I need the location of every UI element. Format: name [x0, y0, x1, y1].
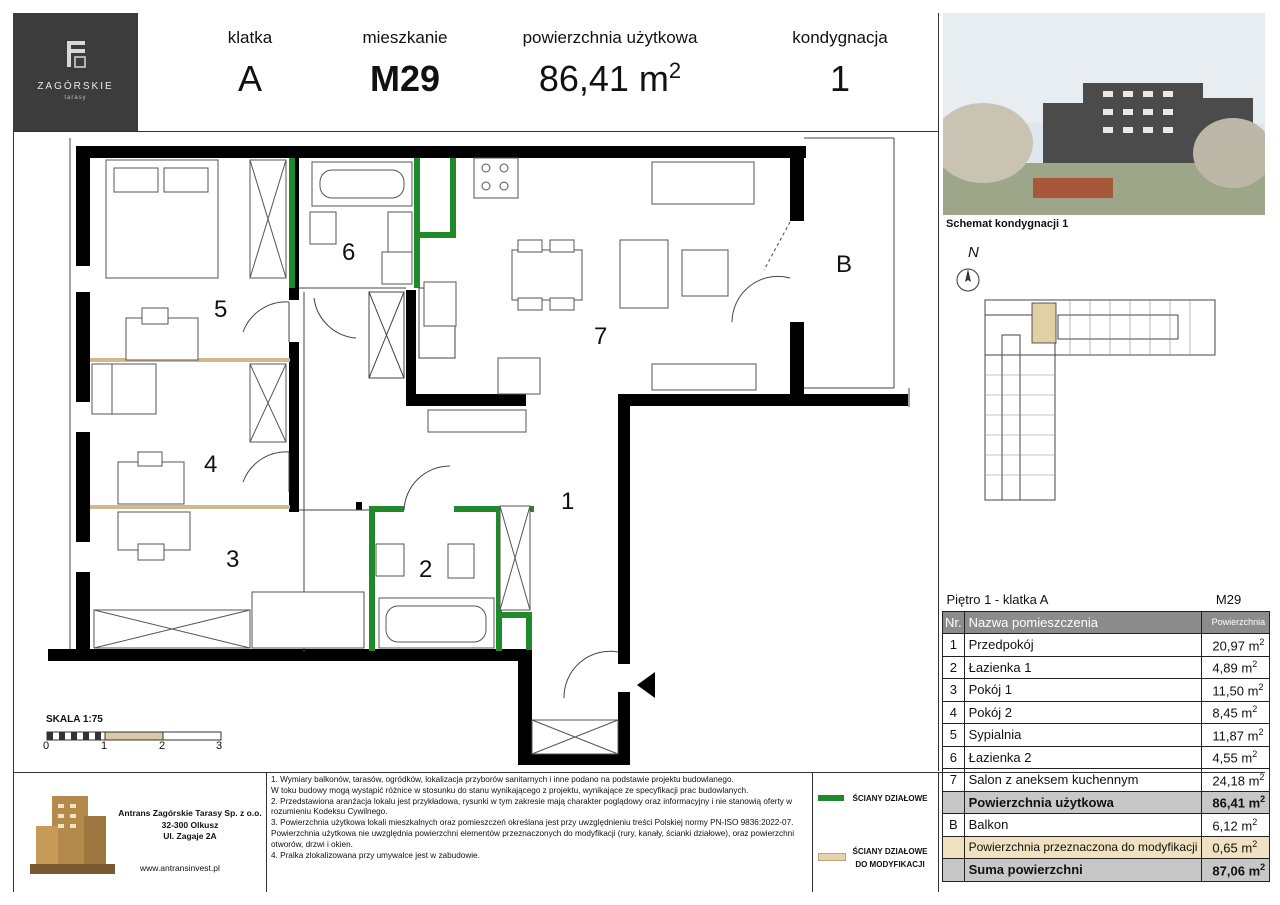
- table-row: [943, 679, 1270, 702]
- row-nr: 1: [943, 634, 965, 657]
- scale-title: SKALA 1:75: [46, 714, 103, 725]
- row-unit-sup: 2: [1252, 749, 1258, 760]
- stair-value: A: [237, 58, 262, 99]
- row-unit-sup: 2: [1259, 636, 1265, 647]
- row-unit: m: [1247, 727, 1259, 743]
- table-header-area: Powierzchnia: [1202, 611, 1270, 634]
- balcony-name: Balkon: [964, 814, 1202, 837]
- note-1b: W toku budowy mogą wystąpić różnice w stosunku do stanu wynikającego z projektu, wynikające ze specyfikacji prac budowlanych.: [271, 785, 749, 795]
- total-unit: m: [1248, 795, 1261, 811]
- scale-tick-1: 1: [101, 740, 108, 752]
- company-logo: [13, 13, 138, 131]
- north-label: N: [968, 244, 979, 261]
- table-row: [943, 701, 1270, 724]
- company-name: Antrans Zagórskie Tarasy Sp. z o.o.: [118, 808, 262, 818]
- row-unit: m: [1241, 705, 1253, 721]
- company-info: [115, 808, 265, 843]
- entrance-arrow-icon: [637, 672, 655, 698]
- balcony-letter: B: [836, 251, 853, 278]
- unit-value: M29: [369, 58, 441, 99]
- modification-unit: m: [1241, 840, 1253, 856]
- building-logo-icon: [65, 39, 87, 69]
- row-nr: 7: [943, 769, 965, 792]
- row-unit: m: [1241, 750, 1253, 766]
- area-label: powierzchnia użytkowa: [522, 28, 698, 47]
- total-area: 86,41: [1212, 795, 1245, 811]
- unit-highlight: [1032, 303, 1056, 343]
- row-area: 11,50: [1212, 682, 1244, 698]
- row-area: 20,97: [1212, 637, 1245, 653]
- room-number-4: 4: [204, 451, 218, 478]
- room-number-5: 5: [214, 296, 228, 323]
- table-header-name: Nazwa pomieszczenia: [964, 611, 1202, 634]
- row-unit: m: [1248, 637, 1260, 653]
- room-number-1: 1: [561, 488, 575, 515]
- sum-area: 87,06: [1212, 862, 1245, 878]
- modification-name: Powierzchnia przeznaczona do modyfikacji: [964, 836, 1202, 859]
- row-name: Pokój 1: [964, 679, 1202, 702]
- legend-swatch-modifiable: [818, 853, 846, 861]
- row-name: Sypialnia: [964, 724, 1202, 747]
- modification-unit-sup: 2: [1252, 839, 1258, 850]
- table-row: [943, 656, 1270, 679]
- table-title: Piętro 1 - klatka A: [943, 589, 1202, 611]
- row-unit: m: [1248, 772, 1260, 788]
- sum-name: Suma powierzchni: [964, 859, 1202, 882]
- footer-notes: [271, 775, 811, 861]
- table-row: [943, 724, 1270, 747]
- row-nr: 4: [943, 701, 965, 724]
- row-area: 4,89: [1212, 660, 1238, 676]
- room-number-3: 3: [226, 546, 240, 573]
- note-3: 3. Powierzchnia użytkowa lokali mieszkalnych oraz pomieszczeń określana jest przy uwzględnieniu treści Polskiej normy PN-ISO 9836:2022-07. Powierzchnia użytkowa nie uwzględnia powierzchni elementów przeznaczonych do modyfikacji (rury, kanały, ścianki działowe), oraz powierzchni otworów, drzwi i okien.: [271, 818, 795, 849]
- total-unit-sup: 2: [1260, 794, 1266, 805]
- table-row: [943, 634, 1270, 657]
- floor-value: 1: [829, 58, 851, 99]
- scale-bar: [46, 730, 226, 742]
- schema-title: Schemat kondygnacji 1: [946, 218, 1069, 230]
- note-2: 2. Przedstawiona aranżacja lokalu jest przykładowa, rysunki w tym zakresie mają charakter poglądowy oraz informacyjny i nie stanowią oferty w rozumieniu Kodeksu Cywilnego.: [271, 796, 793, 817]
- area-unit-sup: 2: [668, 58, 682, 83]
- table-header-nr: Nr.: [943, 611, 965, 634]
- row-name: Pokój 2: [964, 701, 1202, 724]
- row-name: Przedpokój: [964, 634, 1202, 657]
- legend-label-modifiable-1: ŚCIANY DZIAŁOWE: [852, 847, 928, 856]
- area-value-wrap: [510, 58, 710, 100]
- floor-label: kondygnacja: [792, 28, 888, 47]
- stair-label: klatka: [227, 28, 273, 47]
- row-nr: 5: [943, 724, 965, 747]
- logo-sub: tarasy: [64, 95, 87, 101]
- modification-area: 0,65: [1212, 840, 1238, 856]
- note-4: 4. Pralka zlokalizowana przy umywalce jest w zabudowie.: [271, 850, 480, 860]
- total-name: Powierzchnia użytkowa: [964, 791, 1202, 814]
- row-nr: 3: [943, 679, 965, 702]
- floor-plan: [14, 132, 937, 772]
- company-street: Ul. Zagaje 2A: [163, 831, 217, 841]
- scale-tick-3: 3: [216, 740, 223, 752]
- compass-icon: [954, 266, 982, 294]
- row-unit: m: [1247, 682, 1259, 698]
- row-unit-sup: 2: [1258, 681, 1264, 692]
- row-unit-sup: 2: [1259, 771, 1265, 782]
- area-value: 86,41 m: [538, 58, 669, 99]
- legend-swatch-partition: [818, 795, 844, 801]
- room-number-7: 7: [594, 323, 608, 350]
- row-name: Łazienka 1: [964, 656, 1202, 679]
- sum-unit: m: [1248, 862, 1261, 878]
- sum-unit-sup: 2: [1260, 861, 1266, 872]
- row-area: 8,45: [1212, 705, 1238, 721]
- room-number-2: 2: [419, 556, 433, 583]
- floor-schema-diagram: [980, 295, 1220, 510]
- scale-tick-0: 0: [43, 740, 50, 752]
- row-area: 11,87: [1212, 727, 1244, 743]
- website-link[interactable]: www.antransinvest.pl: [140, 863, 220, 873]
- balcony-unit-sup: 2: [1252, 816, 1258, 827]
- row-nr: 6: [943, 746, 965, 769]
- row-unit-sup: 2: [1258, 726, 1264, 737]
- legend-label-modifiable: [848, 845, 932, 871]
- company-city: 32-300 Olkusz: [161, 819, 219, 830]
- legend-label-partition: ŚCIANY DZIAŁOWE: [852, 794, 928, 803]
- furniture: [92, 158, 756, 754]
- balcony-unit: m: [1241, 817, 1253, 833]
- row-area: 4,55: [1212, 750, 1238, 766]
- row-name: Łazienka 2: [964, 746, 1202, 769]
- note-1: 1. Wymiary balkonów, tarasów, ogródków, lokalizacja przyborów sanitarnych i inne podano na podstawie projektu budowlanego.: [271, 775, 734, 784]
- row-unit: m: [1241, 660, 1253, 676]
- developer-logo-icon: [30, 786, 115, 878]
- balcony-nr: B: [943, 814, 965, 837]
- table-unit: M29: [1202, 589, 1270, 611]
- row-unit-sup: 2: [1252, 704, 1258, 715]
- scale-tick-2: 2: [159, 740, 166, 752]
- room-number-6: 6: [342, 239, 356, 266]
- row-name: Salon z aneksem kuchennym: [964, 769, 1202, 792]
- building-render-image: [943, 13, 1265, 215]
- unit-label: mieszkanie: [362, 28, 448, 47]
- row-area: 24,18: [1212, 772, 1245, 788]
- balcony-area: 6,12: [1212, 817, 1238, 833]
- row-unit-sup: 2: [1252, 659, 1258, 670]
- row-nr: 2: [943, 656, 965, 679]
- legend-label-modifiable-2: DO MODYFIKACJI: [855, 860, 925, 869]
- table-row: [943, 746, 1270, 769]
- logo-name: ZAGÓRSKIE: [37, 81, 114, 92]
